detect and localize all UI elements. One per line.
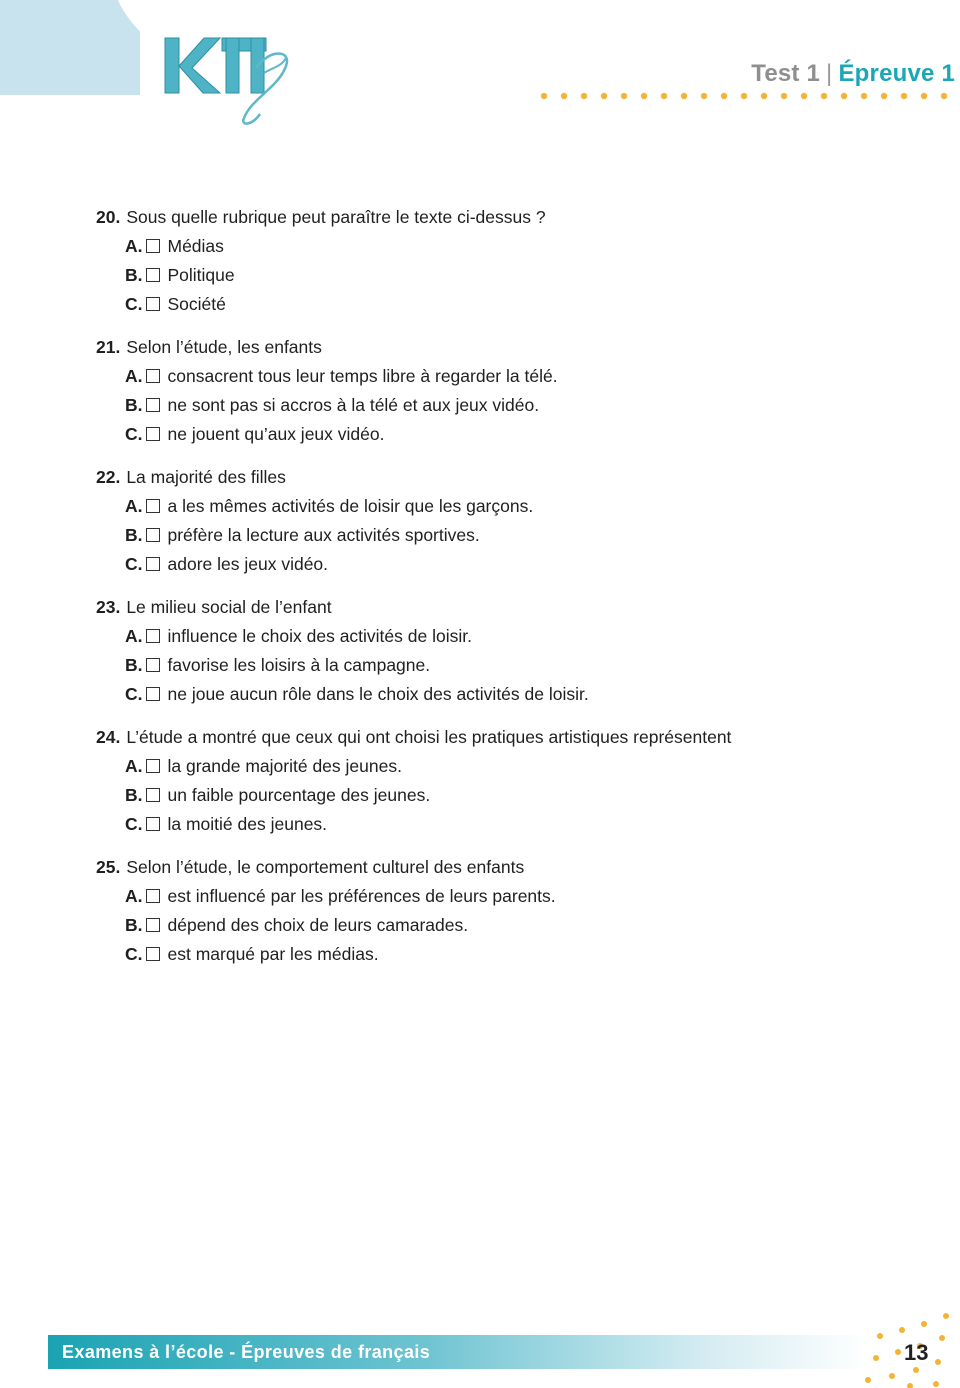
answer-option [96, 752, 896, 781]
decorative-dot [901, 93, 907, 99]
question-24 [96, 723, 896, 839]
answer-checkbox[interactable] [146, 268, 160, 282]
option-letter: B. [125, 265, 143, 285]
answer-option [96, 290, 896, 319]
answer-option [96, 232, 896, 261]
decorative-dot [861, 93, 867, 99]
decorative-dot [621, 93, 627, 99]
header-separator: | [826, 60, 833, 87]
decorative-dot [921, 93, 927, 99]
epreuve-label: Épreuve 1 [838, 60, 955, 87]
decorative-dot [601, 93, 607, 99]
option-letter: B. [125, 525, 143, 545]
decorative-dot [801, 93, 807, 99]
option-text: est influencé par les préférences de leurs parents. [167, 886, 556, 906]
answer-option [96, 651, 896, 680]
answer-option [96, 781, 896, 810]
option-text: influence le choix des activités de loisir. [167, 626, 472, 646]
option-text: ne sont pas si accros à la télé et aux jeux vidéo. [167, 395, 540, 415]
decorative-dot [877, 1333, 883, 1339]
answer-option [96, 940, 896, 969]
answer-checkbox[interactable] [146, 918, 160, 932]
question-25 [96, 853, 896, 969]
question-number: 24. [96, 727, 121, 747]
answer-checkbox[interactable] [146, 817, 160, 831]
answer-option [96, 391, 896, 420]
decorative-dot [721, 93, 727, 99]
question-text: Selon l’étude, le comportement culturel des enfants [126, 857, 525, 877]
answer-option [96, 680, 896, 709]
decorative-dot [741, 93, 747, 99]
question-stem [96, 333, 896, 362]
option-text: dépend des choix de leurs camarades. [167, 915, 469, 935]
footer-band [48, 1335, 868, 1369]
question-21 [96, 333, 896, 449]
question-stem [96, 853, 896, 882]
question-stem [96, 723, 896, 752]
header-dot-row [538, 90, 958, 102]
question-number: 22. [96, 467, 121, 487]
decorative-dot [899, 1327, 905, 1333]
decorative-dot [933, 1381, 939, 1387]
option-text: est marqué par les médias. [167, 944, 379, 964]
option-letter: C. [125, 554, 143, 574]
option-text: a les mêmes activités de loisir que les garçons. [167, 496, 534, 516]
decorative-dot [781, 93, 787, 99]
question-text: Sous quelle rubrique peut paraître le texte ci-dessus ? [126, 207, 546, 227]
option-letter: A. [125, 236, 143, 256]
option-letter: A. [125, 366, 143, 386]
test-label: Test 1 [751, 60, 821, 87]
header-corner-band [0, 0, 140, 95]
decorative-dot [541, 93, 547, 99]
decorative-dot [921, 1321, 927, 1327]
answer-option [96, 492, 896, 521]
option-letter: C. [125, 424, 143, 444]
option-letter: B. [125, 915, 143, 935]
question-number: 21. [96, 337, 121, 357]
decorative-dot [661, 93, 667, 99]
decorative-dot [881, 93, 887, 99]
decorative-dot [841, 93, 847, 99]
question-text: Selon l’étude, les enfants [126, 337, 322, 357]
option-letter: A. [125, 886, 143, 906]
answer-checkbox[interactable] [146, 947, 160, 961]
answer-option [96, 261, 896, 290]
answer-checkbox[interactable] [146, 687, 160, 701]
option-letter: C. [125, 814, 143, 834]
option-text: un faible pourcentage des jeunes. [167, 785, 431, 805]
option-text: préfère la lecture aux activités sportives. [167, 525, 480, 545]
answer-checkbox[interactable] [146, 239, 160, 253]
decorative-dot [641, 93, 647, 99]
question-number: 25. [96, 857, 121, 877]
footer-title: Examens à l’école - Épreuves de français [62, 1342, 431, 1362]
option-letter: C. [125, 294, 143, 314]
option-text: Politique [167, 265, 235, 285]
decorative-dot [821, 93, 827, 99]
answer-checkbox[interactable] [146, 759, 160, 773]
decorative-dot [561, 93, 567, 99]
question-20 [96, 203, 896, 319]
option-text: Société [167, 294, 226, 314]
answer-option [96, 810, 896, 839]
decorative-dot [895, 1349, 901, 1355]
decorative-dot [865, 1377, 871, 1383]
option-text: la grande majorité des jeunes. [167, 756, 402, 776]
decorative-dot [907, 1383, 913, 1388]
question-23 [96, 593, 896, 709]
answer-checkbox[interactable] [146, 528, 160, 542]
option-text: Médias [167, 236, 224, 256]
answer-checkbox[interactable] [146, 297, 160, 311]
option-letter: A. [125, 496, 143, 516]
answer-checkbox[interactable] [146, 629, 160, 643]
answer-checkbox[interactable] [146, 499, 160, 513]
answer-option [96, 362, 896, 391]
option-text: ne jouent qu’aux jeux vidéo. [167, 424, 385, 444]
page-number: 13 [904, 1340, 929, 1365]
decorative-dot [761, 93, 767, 99]
question-stem [96, 463, 896, 492]
answer-checkbox[interactable] [146, 889, 160, 903]
publisher-logo [160, 28, 300, 128]
answer-option [96, 882, 896, 911]
answer-checkbox[interactable] [146, 369, 160, 383]
option-letter: C. [125, 684, 143, 704]
answer-option [96, 521, 896, 550]
answer-option [96, 550, 896, 579]
answer-checkbox[interactable] [146, 427, 160, 441]
question-22 [96, 463, 896, 579]
option-letter: A. [125, 756, 143, 776]
decorative-dot [873, 1355, 879, 1361]
decorative-dot [681, 93, 687, 99]
decorative-dot [701, 93, 707, 99]
question-number: 20. [96, 207, 121, 227]
decorative-dot [941, 93, 947, 99]
question-text: La majorité des filles [126, 467, 286, 487]
option-text: adore les jeux vidéo. [167, 554, 329, 574]
answer-checkbox[interactable] [146, 658, 160, 672]
option-letter: B. [125, 395, 143, 415]
decorative-dot [889, 1373, 895, 1379]
question-stem [96, 593, 896, 622]
answer-checkbox[interactable] [146, 557, 160, 571]
answer-option [96, 622, 896, 651]
answer-option [96, 420, 896, 449]
question-number: 23. [96, 597, 121, 617]
answer-option [96, 911, 896, 940]
option-text: la moitié des jeunes. [167, 814, 328, 834]
decorative-dot [943, 1313, 949, 1319]
option-text: ne joue aucun rôle dans le choix des activités de loisir. [167, 684, 589, 704]
decorative-dot [935, 1359, 941, 1365]
question-list [96, 203, 896, 983]
option-letter: A. [125, 626, 143, 646]
question-text: L’étude a montré que ceux qui ont choisi les pratiques artistiques représentent [126, 727, 732, 747]
question-stem [96, 203, 896, 232]
answer-checkbox[interactable] [146, 788, 160, 802]
option-letter: B. [125, 785, 143, 805]
decorative-dot [913, 1367, 919, 1373]
page-header-title [751, 60, 955, 88]
option-text: favorise les loisirs à la campagne. [167, 655, 431, 675]
decorative-dot [581, 93, 587, 99]
option-letter: C. [125, 944, 143, 964]
decorative-dot [939, 1335, 945, 1341]
question-text: Le milieu social de l’enfant [126, 597, 332, 617]
option-text: consacrent tous leur temps libre à regarder la télé. [167, 366, 558, 386]
option-letter: B. [125, 655, 143, 675]
answer-checkbox[interactable] [146, 398, 160, 412]
